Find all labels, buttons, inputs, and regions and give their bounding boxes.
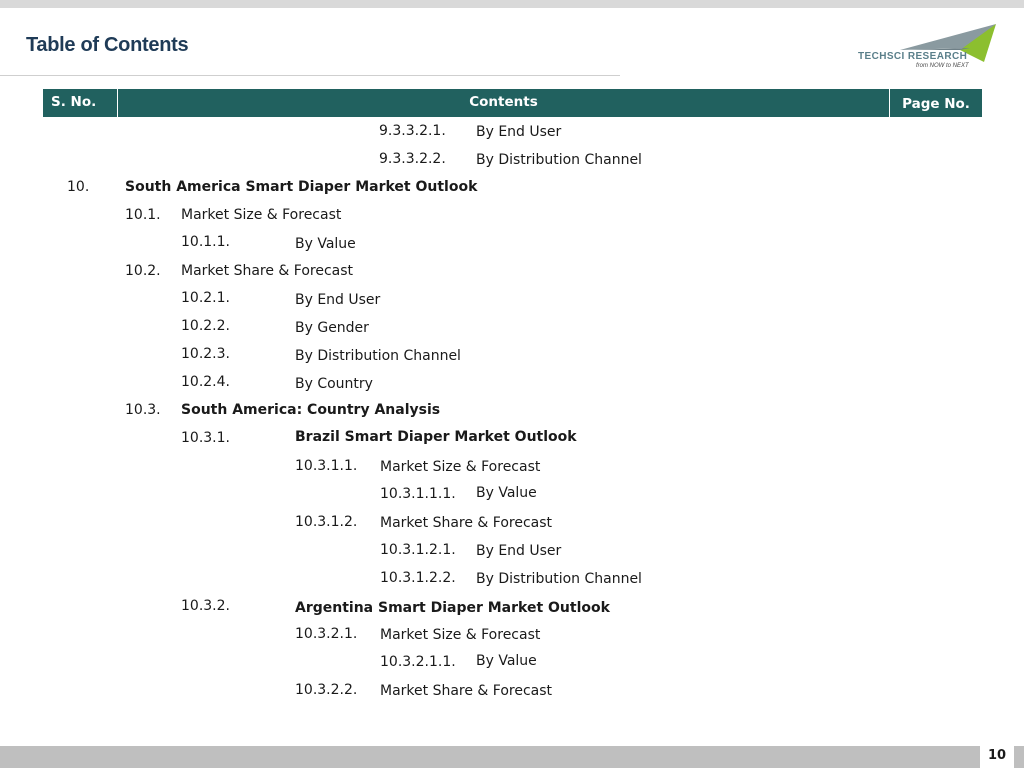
header-page-no: Page No.: [890, 89, 982, 117]
entry-title: By Value: [476, 485, 537, 501]
techsci-logo: [858, 24, 1000, 72]
entry-number: 10.2.: [125, 263, 161, 279]
toc-header: [43, 89, 982, 117]
entry-number: 10.2.2.: [181, 318, 230, 334]
entry-title: By End User: [295, 292, 381, 308]
entry-title: Argentina Smart Diaper Market Outlook: [295, 600, 610, 616]
entry-number: 10.3.1.: [181, 430, 230, 446]
entry-number: 10.3.: [125, 402, 161, 418]
entry-title: Market Share & Forecast: [380, 683, 553, 699]
entry-number: 10.3.1.2.2.: [380, 570, 456, 586]
entry-title: By End User: [476, 543, 562, 559]
entry-title: By Distribution Channel: [295, 348, 461, 364]
top-bar: [0, 0, 1024, 8]
logo-tagline: from NOW to NEXT: [916, 63, 969, 69]
header-contents: Contents: [118, 89, 889, 117]
entry-title: By Distribution Channel: [476, 571, 642, 587]
header-sno: S. No.: [43, 89, 117, 117]
entry-number: 10.3.1.1.1.: [380, 486, 456, 502]
entry-title: South America: Country Analysis: [181, 402, 441, 418]
entry-number: 9.3.3.2.1.: [379, 123, 446, 139]
entry-title: South America Smart Diaper Market Outlook: [125, 179, 478, 195]
entry-number: 10.3.1.1.: [295, 458, 358, 474]
entry-title: By Gender: [295, 320, 369, 336]
logo-name: TECHSCI RESEARCH: [858, 51, 968, 62]
entry-number: 9.3.3.2.2.: [379, 151, 446, 167]
entry-number: 10.3.1.2.1.: [380, 542, 456, 558]
entry-title: By Value: [295, 236, 356, 252]
footer-bar: [0, 746, 1024, 768]
entry-number: 10.2.1.: [181, 290, 230, 306]
entry-number: 10.1.: [125, 207, 161, 223]
page-title: Table of Contents: [26, 34, 189, 56]
entry-number: 10.: [67, 179, 90, 195]
entry-title: Market Size & Forecast: [181, 207, 342, 223]
entry-title: By Distribution Channel: [476, 152, 642, 168]
entry-title: Brazil Smart Diaper Market Outlook: [295, 429, 577, 445]
entry-number: 10.3.2.1.1.: [380, 654, 456, 670]
entry-number: 10.3.2.: [181, 598, 230, 614]
entry-number: 10.2.3.: [181, 346, 230, 362]
entry-title: Market Size & Forecast: [380, 459, 541, 475]
entry-title: Market Share & Forecast: [380, 515, 553, 531]
entry-number: 10.2.4.: [181, 374, 230, 390]
entry-title: By End User: [476, 124, 562, 140]
entry-title: Market Share & Forecast: [181, 263, 354, 279]
entry-number: 10.3.2.2.: [295, 682, 358, 698]
entry-number: 10.3.2.1.: [295, 626, 358, 642]
title-divider: [0, 75, 620, 76]
entry-title: Market Size & Forecast: [380, 627, 541, 643]
entry-number: 10.1.1.: [181, 234, 230, 250]
entry-title: By Value: [476, 653, 537, 669]
page-number: 10: [980, 746, 1014, 768]
entry-title: By Country: [295, 376, 373, 392]
entry-number: 10.3.1.2.: [295, 514, 358, 530]
